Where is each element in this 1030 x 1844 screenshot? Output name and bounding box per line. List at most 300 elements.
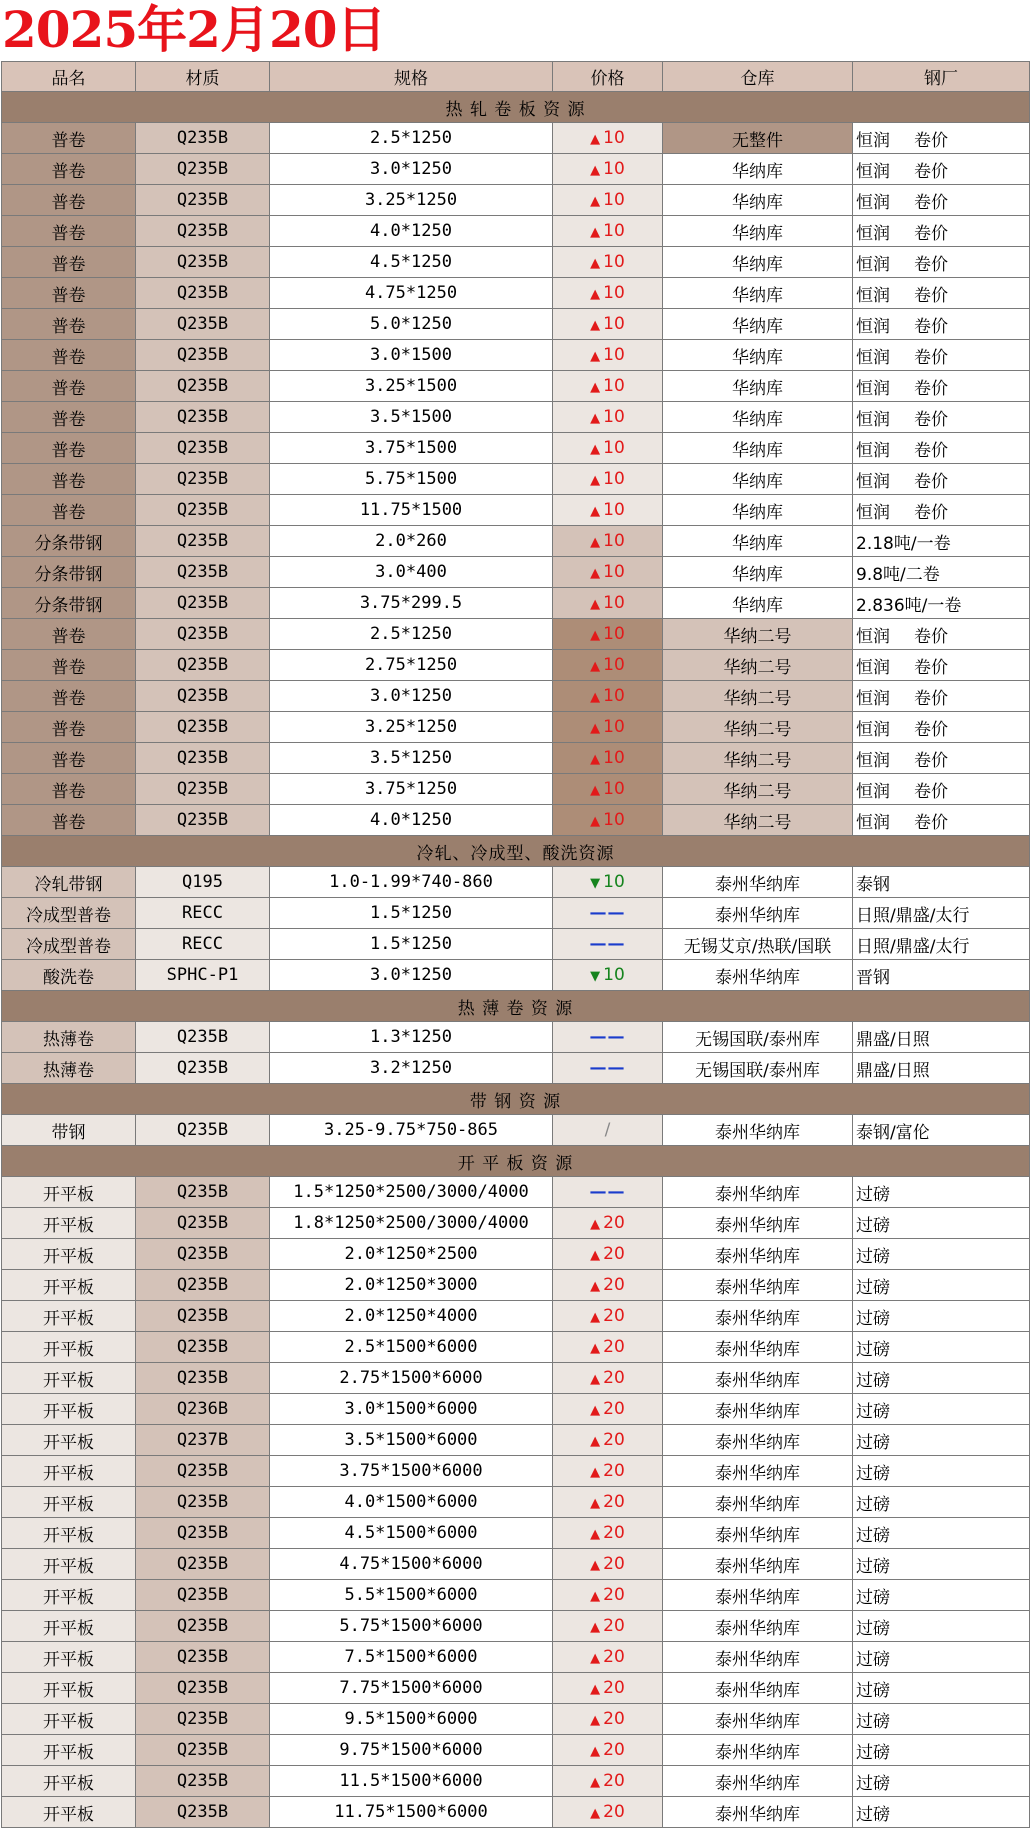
mill-name: 恒润	[856, 130, 890, 151]
table-row	[2, 619, 1030, 650]
price-change-value: 10	[603, 407, 625, 427]
warehouse: 泰州华纳库	[663, 1394, 853, 1425]
product-name: 分条带钢	[2, 526, 136, 557]
up-triangle-icon: ▲	[590, 1775, 601, 1790]
mill-cell	[853, 154, 1030, 185]
section-title: 开 平 板 资 源	[2, 1146, 1030, 1177]
price-cell	[553, 1456, 663, 1487]
spec: 3.25*1250	[270, 185, 553, 216]
warehouse: 泰州华纳库	[663, 960, 853, 991]
up-triangle-icon: ▲	[590, 1310, 601, 1325]
spec: 2.0*1250*2500	[270, 1239, 553, 1270]
material: Q235B	[136, 1518, 270, 1549]
mill-name: 恒润	[856, 285, 890, 306]
up-triangle-icon: ▲	[590, 690, 601, 705]
price-change-value: 20	[603, 1802, 625, 1822]
up-triangle-icon: ▲	[590, 132, 601, 147]
mill-name: 2.836吨/一卷	[856, 595, 962, 616]
spec: 2.75*1250	[270, 650, 553, 681]
section-header-row	[2, 92, 1030, 123]
spec: 1.0-1.99*740-860	[270, 867, 553, 898]
material: RECC	[136, 929, 270, 960]
up-triangle-icon: ▲	[590, 411, 601, 426]
material: Q235B	[136, 309, 270, 340]
mill-name: 9.8吨/二卷	[856, 564, 940, 585]
up-triangle-icon: ▲	[590, 194, 601, 209]
mill-cell	[853, 1425, 1030, 1456]
product-name: 热薄卷	[2, 1053, 136, 1084]
mill-cell	[853, 185, 1030, 216]
product-name: 普卷	[2, 805, 136, 836]
up-triangle-icon: ▲	[590, 1403, 601, 1418]
material: Q235B	[136, 278, 270, 309]
warehouse: 华纳库	[663, 464, 853, 495]
mill-price-type: 卷价	[914, 626, 948, 647]
material: Q235B	[136, 1766, 270, 1797]
header-material: 材质	[136, 62, 270, 92]
spec: 4.75*1500*6000	[270, 1549, 553, 1580]
product-name: 普卷	[2, 278, 136, 309]
mill-price-type: 卷价	[914, 781, 948, 802]
material: Q235B	[136, 712, 270, 743]
table-row	[2, 1766, 1030, 1797]
mill-name: 恒润	[856, 657, 890, 678]
mill-name: 过磅	[856, 1711, 890, 1732]
product-name: 普卷	[2, 712, 136, 743]
section-header-row	[2, 1084, 1030, 1115]
warehouse: 无锡国联/泰州库	[663, 1022, 853, 1053]
spec: 3.75*1250	[270, 774, 553, 805]
price-cell	[553, 1673, 663, 1704]
warehouse: 华纳二号	[663, 774, 853, 805]
up-triangle-icon: ▲	[590, 1465, 601, 1480]
table-row	[2, 278, 1030, 309]
section-header-row	[2, 1146, 1030, 1177]
price-change-value: 10	[603, 159, 625, 179]
mill-cell	[853, 1022, 1030, 1053]
price-change-value: 10	[603, 655, 625, 675]
product-name: 普卷	[2, 495, 136, 526]
mill-cell	[853, 1673, 1030, 1704]
table-row	[2, 929, 1030, 960]
spec: 11.5*1500*6000	[270, 1766, 553, 1797]
table-row	[2, 712, 1030, 743]
table-row	[2, 1208, 1030, 1239]
price-cell	[553, 1797, 663, 1828]
price-change-value: 10	[603, 221, 625, 241]
spec: 5.5*1500*6000	[270, 1580, 553, 1611]
price-cell	[553, 619, 663, 650]
price-cell	[553, 185, 663, 216]
mill-name: 恒润	[856, 471, 890, 492]
price-cell	[553, 1053, 663, 1084]
table-row	[2, 1549, 1030, 1580]
mill-cell	[853, 526, 1030, 557]
warehouse: 华纳库	[663, 526, 853, 557]
mill-price-type: 卷价	[914, 719, 948, 740]
price-cell	[553, 340, 663, 371]
price-change-value: 10	[603, 438, 625, 458]
mill-cell	[853, 929, 1030, 960]
warehouse: 泰州华纳库	[663, 867, 853, 898]
mill-name: 恒润	[856, 192, 890, 213]
spec: 3.0*1250	[270, 154, 553, 185]
price-cell	[553, 557, 663, 588]
table-row	[2, 1301, 1030, 1332]
product-name: 开平板	[2, 1425, 136, 1456]
warehouse: 华纳库	[663, 433, 853, 464]
material: Q235B	[136, 588, 270, 619]
price-change-value: 10	[603, 314, 625, 334]
product-name: 开平板	[2, 1456, 136, 1487]
warehouse: 华纳二号	[663, 681, 853, 712]
table-row	[2, 1797, 1030, 1828]
price-cell	[553, 929, 663, 960]
table-row	[2, 1053, 1030, 1084]
price-cell	[553, 1735, 663, 1766]
price-change-value: 20	[603, 1647, 625, 1667]
spec: 2.75*1500*6000	[270, 1363, 553, 1394]
warehouse: 泰州华纳库	[663, 1456, 853, 1487]
spec: 1.5*1250	[270, 898, 553, 929]
mill-cell	[853, 1549, 1030, 1580]
mill-name: 鼎盛/日照	[856, 1060, 930, 1081]
mill-cell	[853, 743, 1030, 774]
mill-name: 过磅	[856, 1618, 890, 1639]
table-row	[2, 123, 1030, 154]
material: Q235B	[136, 743, 270, 774]
price-cell	[553, 867, 663, 898]
table-row	[2, 1363, 1030, 1394]
mill-name: 恒润	[856, 347, 890, 368]
price-change-value: 20	[603, 1523, 625, 1543]
warehouse: 华纳二号	[663, 650, 853, 681]
section-title: 带 钢 资 源	[2, 1084, 1030, 1115]
price-cell	[553, 433, 663, 464]
up-triangle-icon: ▲	[590, 256, 601, 271]
product-name: 普卷	[2, 743, 136, 774]
mill-name: 过磅	[856, 1494, 890, 1515]
table-row	[2, 650, 1030, 681]
product-name: 普卷	[2, 650, 136, 681]
price-change-value: 10	[603, 624, 625, 644]
warehouse: 华纳库	[663, 495, 853, 526]
mill-price-type: 卷价	[914, 409, 948, 430]
spec: 3.75*1500	[270, 433, 553, 464]
up-triangle-icon: ▲	[590, 1589, 601, 1604]
section-header-row	[2, 991, 1030, 1022]
product-name: 开平板	[2, 1270, 136, 1301]
price-change-value: 10	[603, 965, 625, 985]
up-triangle-icon: ▲	[590, 1341, 601, 1356]
spec: 3.75*299.5	[270, 588, 553, 619]
product-name: 冷成型普卷	[2, 929, 136, 960]
mill-name: 恒润	[856, 440, 890, 461]
material: Q235B	[136, 1270, 270, 1301]
price-cell	[553, 1642, 663, 1673]
warehouse: 华纳二号	[663, 743, 853, 774]
section-title: 冷轧、冷成型、酸洗资源	[2, 836, 1030, 867]
spec: 3.0*1500*6000	[270, 1394, 553, 1425]
price-cell	[553, 898, 663, 929]
spec: 4.5*1250	[270, 247, 553, 278]
material: Q235B	[136, 154, 270, 185]
price-change-value: 10	[603, 500, 625, 520]
price-change-value: 10	[603, 810, 625, 830]
mill-name: 过磅	[856, 1432, 890, 1453]
material: Q235B	[136, 1177, 270, 1208]
price-change-value: 10	[603, 779, 625, 799]
price-change-value: ——	[589, 1027, 626, 1047]
material: Q237B	[136, 1425, 270, 1456]
mill-name: 恒润	[856, 626, 890, 647]
table-row	[2, 1518, 1030, 1549]
down-triangle-icon: ▼	[590, 969, 601, 984]
warehouse: 无锡国联/泰州库	[663, 1053, 853, 1084]
mill-name: 过磅	[856, 1246, 890, 1267]
spec: 1.5*1250	[270, 929, 553, 960]
warehouse: 泰州华纳库	[663, 1735, 853, 1766]
product-name: 开平板	[2, 1735, 136, 1766]
spec: 1.3*1250	[270, 1022, 553, 1053]
mill-name: 恒润	[856, 378, 890, 399]
spec: 5.75*1500*6000	[270, 1611, 553, 1642]
material: Q235B	[136, 340, 270, 371]
product-name: 普卷	[2, 774, 136, 805]
price-change-value: 10	[603, 686, 625, 706]
price-change-value: 20	[603, 1399, 625, 1419]
warehouse: 华纳库	[663, 340, 853, 371]
price-cell	[553, 743, 663, 774]
table-row	[2, 464, 1030, 495]
price-cell	[553, 1704, 663, 1735]
material: Q235B	[136, 1456, 270, 1487]
up-triangle-icon: ▲	[590, 318, 601, 333]
mill-name: 恒润	[856, 781, 890, 802]
section-header-row	[2, 836, 1030, 867]
spec: 4.0*1500*6000	[270, 1487, 553, 1518]
warehouse: 华纳库	[663, 216, 853, 247]
mill-cell	[853, 898, 1030, 929]
mill-name: 过磅	[856, 1401, 890, 1422]
price-cell	[553, 1611, 663, 1642]
material: Q235B	[136, 1332, 270, 1363]
material: Q235B	[136, 650, 270, 681]
mill-name: 恒润	[856, 812, 890, 833]
up-triangle-icon: ▲	[590, 721, 601, 736]
price-cell	[553, 123, 663, 154]
up-triangle-icon: ▲	[590, 442, 601, 457]
table-row	[2, 588, 1030, 619]
product-name: 开平板	[2, 1363, 136, 1394]
up-triangle-icon: ▲	[590, 225, 601, 240]
mill-cell	[853, 805, 1030, 836]
price-change-value: 10	[603, 469, 625, 489]
mill-name: 过磅	[856, 1649, 890, 1670]
price-change-value: 10	[603, 283, 625, 303]
spec: 3.0*1500	[270, 340, 553, 371]
price-change-value: 20	[603, 1585, 625, 1605]
price-change-value: ——	[589, 903, 626, 923]
mill-name: 过磅	[856, 1308, 890, 1329]
mill-cell	[853, 1735, 1030, 1766]
spec: 4.0*1250	[270, 805, 553, 836]
material: Q235B	[136, 1239, 270, 1270]
price-change-value: 10	[603, 872, 625, 892]
mill-name: 过磅	[856, 1773, 890, 1794]
product-name: 开平板	[2, 1673, 136, 1704]
warehouse: 泰州华纳库	[663, 1115, 853, 1146]
price-change-value: 20	[603, 1306, 625, 1326]
table-row	[2, 340, 1030, 371]
mill-name: 恒润	[856, 719, 890, 740]
table-row	[2, 185, 1030, 216]
price-cell	[553, 1766, 663, 1797]
warehouse: 泰州华纳库	[663, 1673, 853, 1704]
product-name: 开平板	[2, 1208, 136, 1239]
material: Q235B	[136, 185, 270, 216]
mill-price-type: 卷价	[914, 130, 948, 151]
table-row	[2, 1487, 1030, 1518]
table-row	[2, 1394, 1030, 1425]
price-table	[1, 61, 1030, 1828]
table-row	[2, 402, 1030, 433]
header-price: 价格	[553, 62, 663, 92]
warehouse: 无整件	[663, 123, 853, 154]
mill-cell	[853, 1301, 1030, 1332]
price-cell	[553, 247, 663, 278]
mill-name: 泰钢	[856, 874, 890, 895]
mill-name: 恒润	[856, 161, 890, 182]
material: Q235B	[136, 1673, 270, 1704]
table-row	[2, 1704, 1030, 1735]
warehouse: 泰州华纳库	[663, 1208, 853, 1239]
up-triangle-icon: ▲	[590, 628, 601, 643]
price-cell	[553, 1208, 663, 1239]
material: Q235B	[136, 805, 270, 836]
product-name: 普卷	[2, 309, 136, 340]
spec: 7.5*1500*6000	[270, 1642, 553, 1673]
material: Q235B	[136, 1301, 270, 1332]
product-name: 分条带钢	[2, 557, 136, 588]
spec: 3.5*1500	[270, 402, 553, 433]
warehouse: 泰州华纳库	[663, 1766, 853, 1797]
price-cell	[553, 805, 663, 836]
price-change-value: 20	[603, 1337, 625, 1357]
table-row	[2, 371, 1030, 402]
price-change-value: 20	[603, 1244, 625, 1264]
warehouse: 华纳库	[663, 371, 853, 402]
price-change-value: 10	[603, 345, 625, 365]
material: Q235B	[136, 247, 270, 278]
table-row	[2, 1456, 1030, 1487]
mill-name: 鼎盛/日照	[856, 1029, 930, 1050]
spec: 2.5*1250	[270, 619, 553, 650]
table-row	[2, 1673, 1030, 1704]
product-name: 冷成型普卷	[2, 898, 136, 929]
price-cell	[553, 712, 663, 743]
product-name: 开平板	[2, 1518, 136, 1549]
warehouse: 华纳库	[663, 588, 853, 619]
price-cell	[553, 1301, 663, 1332]
mill-name: 恒润	[856, 688, 890, 709]
product-name: 普卷	[2, 216, 136, 247]
price-change-value: 10	[603, 748, 625, 768]
mill-cell	[853, 1487, 1030, 1518]
mill-name: 日照/鼎盛/太行	[856, 936, 970, 957]
price-cell	[553, 464, 663, 495]
mill-cell	[853, 557, 1030, 588]
warehouse: 华纳二号	[663, 712, 853, 743]
material: Q235B	[136, 1735, 270, 1766]
mill-cell	[853, 340, 1030, 371]
mill-price-type: 卷价	[914, 750, 948, 771]
mill-cell	[853, 278, 1030, 309]
mill-name: 恒润	[856, 409, 890, 430]
table-row	[2, 1239, 1030, 1270]
price-cell	[553, 1270, 663, 1301]
warehouse: 泰州华纳库	[663, 1425, 853, 1456]
mill-price-type: 卷价	[914, 192, 948, 213]
mill-cell	[853, 123, 1030, 154]
price-change-value: 10	[603, 717, 625, 737]
mill-name: 过磅	[856, 1339, 890, 1360]
mill-name: 过磅	[856, 1277, 890, 1298]
table-row	[2, 557, 1030, 588]
spec: 3.25*1250	[270, 712, 553, 743]
product-name: 开平板	[2, 1332, 136, 1363]
warehouse: 华纳库	[663, 309, 853, 340]
price-change-value: 20	[603, 1771, 625, 1791]
mill-price-type: 卷价	[914, 440, 948, 461]
up-triangle-icon: ▲	[590, 349, 601, 364]
price-change-value: 20	[603, 1461, 625, 1481]
warehouse: 华纳库	[663, 557, 853, 588]
product-name: 普卷	[2, 464, 136, 495]
header-warehouse: 仓库	[663, 62, 853, 92]
price-change-value: 20	[603, 1678, 625, 1698]
product-name: 开平板	[2, 1580, 136, 1611]
table-row	[2, 247, 1030, 278]
mill-name: 过磅	[856, 1587, 890, 1608]
price-cell	[553, 588, 663, 619]
mill-price-type: 卷价	[914, 688, 948, 709]
product-name: 开平板	[2, 1301, 136, 1332]
mill-name: 恒润	[856, 502, 890, 523]
mill-name: 恒润	[856, 750, 890, 771]
up-triangle-icon: ▲	[590, 1372, 601, 1387]
mill-cell	[853, 681, 1030, 712]
spec: 2.0*1250*3000	[270, 1270, 553, 1301]
price-change-value: 20	[603, 1430, 625, 1450]
spec: 11.75*1500	[270, 495, 553, 526]
spec: 11.75*1500*6000	[270, 1797, 553, 1828]
material: Q235B	[136, 1053, 270, 1084]
warehouse: 无锡艾京/热联/国联	[663, 929, 853, 960]
header-row	[2, 62, 1030, 92]
spec: 3.25*1500	[270, 371, 553, 402]
material: Q235B	[136, 371, 270, 402]
mill-price-type: 卷价	[914, 316, 948, 337]
mill-price-type: 卷价	[914, 502, 948, 523]
price-cell	[553, 1239, 663, 1270]
price-cell	[553, 960, 663, 991]
warehouse: 泰州华纳库	[663, 1301, 853, 1332]
mill-cell	[853, 960, 1030, 991]
mill-cell	[853, 619, 1030, 650]
mill-cell	[853, 712, 1030, 743]
mill-cell	[853, 1363, 1030, 1394]
